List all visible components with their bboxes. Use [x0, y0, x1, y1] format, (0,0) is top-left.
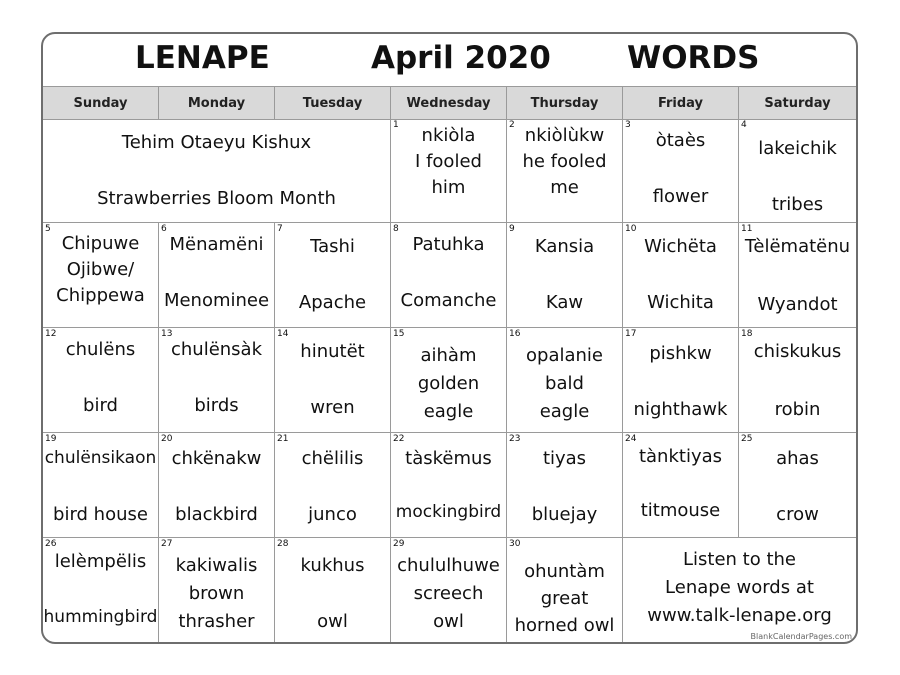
day-word-english: Wichita: [647, 292, 714, 313]
day-word-english: Kaw: [545, 292, 584, 313]
day-word-lenape: ahas: [776, 448, 819, 469]
day-word-english: Apache: [298, 292, 367, 313]
month-name-english: Strawberries Bloom Month: [97, 188, 336, 209]
day-cell-25: [739, 433, 856, 538]
day-number: 16: [509, 329, 521, 339]
day-word-english: bird house: [53, 504, 148, 525]
day-cell-19: [43, 433, 159, 538]
weekday-monday: Monday: [159, 87, 275, 119]
day-number: 25: [741, 434, 753, 444]
title-bar: [43, 34, 856, 86]
title-lenape: LENAPE: [135, 40, 270, 76]
day-word-lenape: tàskëmus: [405, 448, 492, 469]
day-cell-21: [275, 433, 391, 538]
weekday-wednesday: Wednesday: [391, 87, 507, 119]
day-cell-15: [391, 328, 507, 433]
day-word-lenape: chulëns: [65, 339, 136, 360]
day-word-lenape: tànktiyas: [638, 446, 723, 467]
calendar-grid: [43, 119, 856, 642]
day-cell-17: [623, 328, 739, 433]
day-number: 8: [393, 224, 399, 234]
day-cell-12: [43, 328, 159, 433]
day-cell-26: [43, 538, 159, 642]
listen-note-cell: [623, 538, 856, 642]
day-cell-30: [507, 538, 623, 642]
weekday-saturday: Saturday: [764, 95, 831, 111]
day-number: 14: [277, 329, 289, 339]
watermark: BlankCalendarPages.com: [750, 632, 852, 641]
day-word-lenape: Tèlëmatënu: [744, 236, 851, 257]
day-word-lenape: chëlilis: [301, 448, 364, 469]
day-cell-16: [507, 328, 623, 433]
day-number: 4: [741, 120, 747, 130]
day-number: 9: [509, 224, 515, 234]
day-word-english: wren: [310, 397, 355, 418]
day-number: 7: [277, 224, 283, 234]
day-number: 12: [45, 329, 57, 339]
day-word: kakiwalis brown thrasher: [175, 555, 258, 632]
day-cell-23: [507, 433, 623, 538]
day-cell-4: [739, 119, 856, 223]
day-number: 18: [741, 329, 753, 339]
weekday-tuesday: Tuesday: [275, 87, 391, 119]
day-cell-3: [623, 119, 739, 223]
month-name-lenape: Tehim Otaeyu Kishux: [121, 132, 312, 153]
day-number: 15: [393, 329, 405, 339]
day-number: 6: [161, 224, 167, 234]
day-word-lenape: Wichëta: [644, 236, 717, 257]
day-word-english: junco: [308, 504, 357, 525]
day-word: chululhuwe screech owl: [397, 555, 500, 632]
day-cell-22: [391, 433, 507, 538]
day-cell-7: [275, 223, 391, 328]
weekday-friday: Friday: [623, 87, 739, 119]
day-word-english: hummingbird: [43, 607, 158, 627]
month-name-cell: [43, 119, 391, 223]
day-word-lenape: lelèmpëlis: [54, 551, 147, 572]
calendar-frame: [41, 32, 858, 644]
day-number: 13: [161, 329, 173, 339]
day-cell-27: [159, 538, 275, 642]
day-word-english: owl: [317, 611, 348, 632]
day-number: 10: [625, 224, 637, 234]
day-number: 28: [277, 539, 289, 549]
day-word-lenape: Patuhka: [412, 234, 485, 255]
day-cell-29: [391, 538, 507, 642]
day-word-english: crow: [776, 504, 819, 525]
day-number: 22: [393, 434, 405, 444]
day-word-lenape: òtaès: [655, 130, 706, 151]
day-word: ohuntàm great horned owl: [514, 561, 615, 636]
day-word-lenape: lakeichik: [758, 138, 837, 159]
day-word-english: titmouse: [640, 500, 721, 521]
day-cell-1: [391, 119, 507, 223]
day-word-english: tribes: [771, 194, 824, 215]
day-number: 11: [741, 224, 753, 234]
day-cell-14: [275, 328, 391, 433]
day-number: 27: [161, 539, 173, 549]
day-word: nkiòlùkw he fooled me: [522, 125, 607, 198]
day-cell-2: [507, 119, 623, 223]
day-number: 29: [393, 539, 405, 549]
day-cell-28: [275, 538, 391, 642]
day-number: 2: [509, 120, 515, 130]
day-cell-20: [159, 433, 275, 538]
day-number: 23: [509, 434, 521, 444]
day-word-lenape: chulënsikaon: [44, 448, 157, 468]
day-word-english: flower: [652, 186, 709, 207]
day-word-lenape: Mënamëni: [169, 234, 264, 255]
day-word-english: robin: [774, 399, 821, 420]
day-cell-24: [623, 433, 739, 538]
title-words: WORDS: [627, 40, 760, 76]
day-number: 24: [625, 434, 637, 444]
weekday-header: [43, 86, 856, 120]
day-cell-5: [43, 223, 159, 328]
day-word: Chipuwe Ojibwe/ Chippewa: [56, 233, 145, 306]
day-number: 3: [625, 120, 631, 130]
weekday-thursday: Thursday: [507, 87, 623, 119]
day-number: 30: [509, 539, 521, 549]
day-number: 19: [45, 434, 57, 444]
day-word-lenape: chiskukus: [753, 341, 842, 362]
day-word-english: blackbird: [175, 504, 258, 525]
day-word: aihàm golden eagle: [417, 345, 480, 422]
day-number: 20: [161, 434, 173, 444]
day-cell-18: [739, 328, 856, 433]
day-cell-9: [507, 223, 623, 328]
day-word-english: birds: [194, 395, 239, 416]
day-word-english: bluejay: [531, 504, 598, 525]
day-cell-8: [391, 223, 507, 328]
day-word-english: Wyandot: [757, 294, 838, 315]
day-word-lenape: hinutët: [300, 341, 365, 362]
day-cell-6: [159, 223, 275, 328]
day-cell-13: [159, 328, 275, 433]
day-word-english: Comanche: [400, 290, 497, 311]
weekday-sunday: Sunday: [43, 87, 159, 119]
day-word-english: mockingbird: [395, 502, 502, 522]
day-number: 26: [45, 539, 57, 549]
day-cell-10: [623, 223, 739, 328]
day-number: 5: [45, 224, 51, 234]
listen-note: Listen to the Lenape words at www.talk-lenape.org: [647, 549, 832, 626]
day-word-english: Menominee: [163, 290, 270, 311]
day-word-lenape: tiyas: [542, 448, 587, 469]
day-number: 1: [393, 120, 399, 130]
day-number: 17: [625, 329, 637, 339]
day-word-lenape: Kansia: [534, 236, 595, 257]
title-month: April 2020: [371, 40, 551, 76]
day-cell-11: [739, 223, 856, 328]
day-number: 21: [277, 434, 289, 444]
day-word-lenape: kukhus: [300, 555, 365, 576]
day-word-lenape: pishkw: [649, 343, 712, 364]
day-word-lenape: chulënsàk: [170, 339, 263, 360]
day-word-lenape: Tashi: [310, 236, 355, 257]
day-word-english: nighthawk: [633, 399, 728, 420]
day-word-lenape: chkënakw: [171, 448, 262, 469]
day-word-english: bird: [83, 395, 118, 416]
day-word: nkiòla I fooled him: [415, 125, 482, 198]
day-word: opalanie bald eagle: [526, 345, 603, 422]
